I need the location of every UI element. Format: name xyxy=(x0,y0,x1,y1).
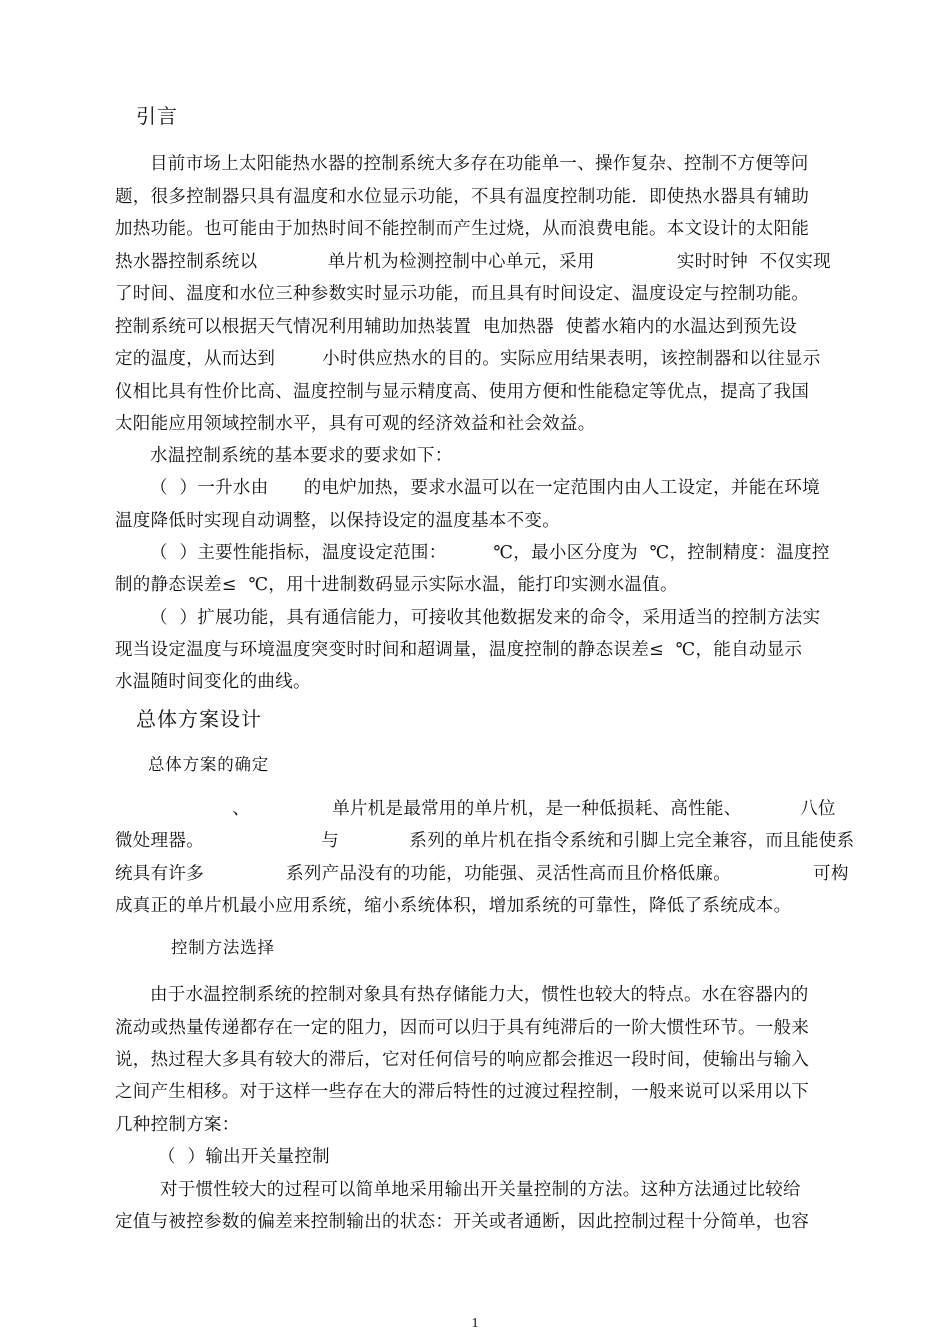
paragraph-line: 微处理器。 与 系列的单片机在指令系统和引脚上完全兼容，而且能使系 xyxy=(115,831,855,851)
paragraph-line: 加热功能。也可能由于加热时间不能控制而产生过烧，从而浪费电能。本文设计的太阳能 xyxy=(115,219,810,239)
paragraph-line: 题，很多控制器只具有温度和水位显示功能，不具有温度控制功能．即使热水器具有辅助 xyxy=(115,187,810,207)
paragraph-line: 流动或热量传递都存在一定的阻力，因而可以归于具有纯滞后的一阶大惯性环节。一般来 xyxy=(115,1018,810,1038)
paragraph-line: 太阳能应用领域控制水平，具有可观的经济效益和社会效益。 xyxy=(115,414,596,434)
requirement-item-1: （ ）一升水由 的电炉加热，要求水温可以在一定范围内由人工设定，并能在环境 xyxy=(150,478,820,498)
section-heading-overall: 总体方案设计 xyxy=(136,707,262,731)
paragraph-line: 热水器控制系统以 单片机为检测控制中心单元，采用 实时时钟 不仅实现 xyxy=(115,252,831,272)
paragraph-line: 说，热过程大多具有较大的滞后，它对任何信号的响应都会推迟一段时间，使输出与输入 xyxy=(115,1050,810,1070)
paragraph-line: 仪相比具有性价比高、温度控制与显示精度高、使用方便和性能稳定等优点，提高了我国 xyxy=(115,382,810,402)
paragraph-line: 由于水温控制系统的控制对象具有热存储能力大，惯性也较大的特点。水在容器内的 xyxy=(150,985,809,1005)
paragraph-line: 目前市场上太阳能热水器的控制系统大多存在功能单一、操作复杂、控制不方便等问 xyxy=(150,154,809,174)
subsection-heading-2: 控制方法选择 xyxy=(171,938,275,957)
paragraph-line: 几种控制方案： xyxy=(115,1115,240,1135)
page-number: 1 xyxy=(471,1316,479,1331)
control-item-1: （ ）输出开关量控制 xyxy=(158,1147,330,1167)
requirement-item-3: （ ）扩展功能，具有通信能力，可接收其他数据发来的命令，采用适当的控制方法实 xyxy=(150,608,821,628)
requirement-item-1-cont: 温度降低时实现自动调整，以保持设定的温度基本不变。 xyxy=(115,511,560,531)
paragraph-line: 之间产生相移。对于这样一些存在大的滞后特性的过渡过程控制，一般来说可以采用以下 xyxy=(115,1082,810,1102)
paragraph-line: 定值与被控参数的偏差来控制输出的状态：开关或者通断，因此控制过程十分简单，也容 xyxy=(115,1212,810,1232)
subsection-heading-1: 总体方案的确定 xyxy=(148,755,270,774)
paragraph-line: 对于惯性较大的过程可以简单地采用输出开关量控制的方法。这种方法通过比较给 xyxy=(160,1180,801,1200)
requirements-intro: 水温控制系统的基本要求的要求如下： xyxy=(150,446,453,466)
requirement-item-2: （ ）主要性能指标，温度设定范围： ℃，最小区分度为 ℃，控制精度：温度控 xyxy=(150,543,830,563)
requirement-item-3-cont: 水温随时间变化的曲线。 xyxy=(115,672,311,692)
paragraph-line: 、 单片机是最常用的单片机，是一种低损耗、高性能、 八位 xyxy=(115,799,836,819)
paragraph-line: 成真正的单片机最小应用系统，缩小系统体积，增加系统的可靠性，降低了系统成本。 xyxy=(115,896,792,916)
requirement-item-3-cont: 现当设定温度与环境温度突变时时间和超调量，温度控制的静态误差≤ ℃，能自动显示 xyxy=(115,640,803,660)
paragraph-line: 控制系统可以根据天气情况利用辅助加热装置 电加热器 使蓄水箱内的水温达到预先设 xyxy=(115,317,798,337)
paragraph-line: 统具有许多 系列产品没有的功能，功能强、灵活性高而且价格低廉。 可构 xyxy=(115,864,849,884)
requirement-item-2-cont: 制的静态误差≤ ℃，用十进制数码显示实际水温，能打印实测水温值。 xyxy=(115,575,678,595)
paragraph-line: 了时间、温度和水位三种参数实时显示功能，而且具有时间设定、温度设定与控制功能。 xyxy=(115,284,810,304)
section-heading-intro: 引言 xyxy=(136,104,178,128)
paragraph-line: 定的温度，从而达到 小时供应热水的目的。实际应用结果表明，该控制器和以往显示 xyxy=(115,349,821,369)
